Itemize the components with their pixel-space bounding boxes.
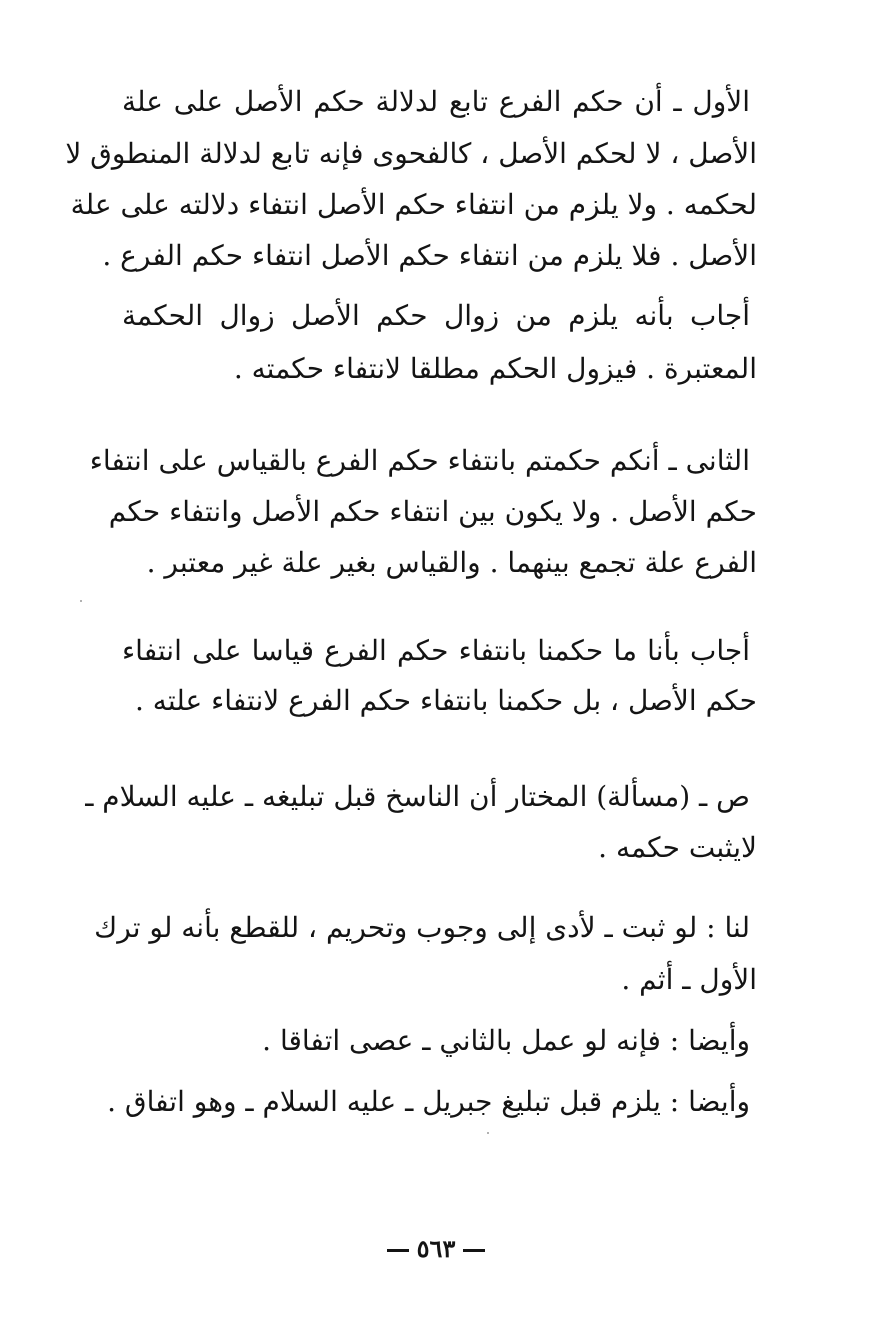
text-line: الأصل ، لا لحكم الأصل ، كالفحوى فإنه تابع لدلالة المنطوق لا — [65, 137, 757, 170]
text-line: وأيضا : يلزم قبل تبليغ جبريل ـ عليه السلام ـ وهو اتفاق . — [107, 1085, 750, 1118]
text-line: حكم الأصل ، بل حكمنا بانتفاء حكم الفرع لانتفاء علته . — [135, 684, 757, 717]
text-line: الثانى ـ أنكم حكمتم بانتفاء حكم الفرع بالقياس على انتفاء — [89, 444, 750, 477]
text-line: وأيضا : فإنه لو عمل بالثاني ـ عصى اتفاقا . — [262, 1024, 750, 1057]
scan-speck — [487, 1132, 489, 1134]
text-line: ص ـ (مسألة) المختار أن الناسخ قبل تبليغه ـ عليه السلام ـ — [85, 780, 750, 813]
text-line: حكم الأصل . ولا يكون بين انتفاء حكم الأصل وانتفاء حكم — [108, 495, 757, 528]
text-line: المعتبرة . فيزول الحكم مطلقا لانتفاء حكمته . — [233, 352, 757, 385]
dash-left — [463, 1249, 485, 1252]
text-line: أجاب بأنه يلزم من زوال حكم الأصل زوال الحكمة — [122, 299, 750, 332]
text-line: لايثبت حكمه . — [598, 831, 757, 864]
text-line: الأول ـ أثم . — [621, 963, 757, 996]
page-number — [0, 1229, 872, 1269]
page-number-value: ٥٦٣ — [416, 1234, 456, 1263]
text-line: لحكمه . ولا يلزم من انتفاء حكم الأصل انتفاء دلالته على علة — [70, 188, 757, 221]
text-line: الأول ـ أن حكم الفرع تابع لدلالة حكم الأصل على علة — [122, 85, 750, 118]
text-line: لنا : لو ثبت ـ لأدى إلى وجوب وتحريم ، للقطع بأنه لو ترك — [94, 911, 750, 944]
text-line: الأصل . فلا يلزم من انتفاء حكم الأصل انتفاء حكم الفرع . — [102, 239, 757, 272]
text-line: أجاب بأنا ما حكمنا بانتفاء حكم الفرع قياسا على انتفاء — [122, 634, 750, 667]
text-line: الفرع علة تجمع بينهما . والقياس بغير علة غير معتبر . — [146, 546, 757, 579]
scan-speck — [80, 600, 82, 602]
dash-right — [387, 1249, 409, 1252]
